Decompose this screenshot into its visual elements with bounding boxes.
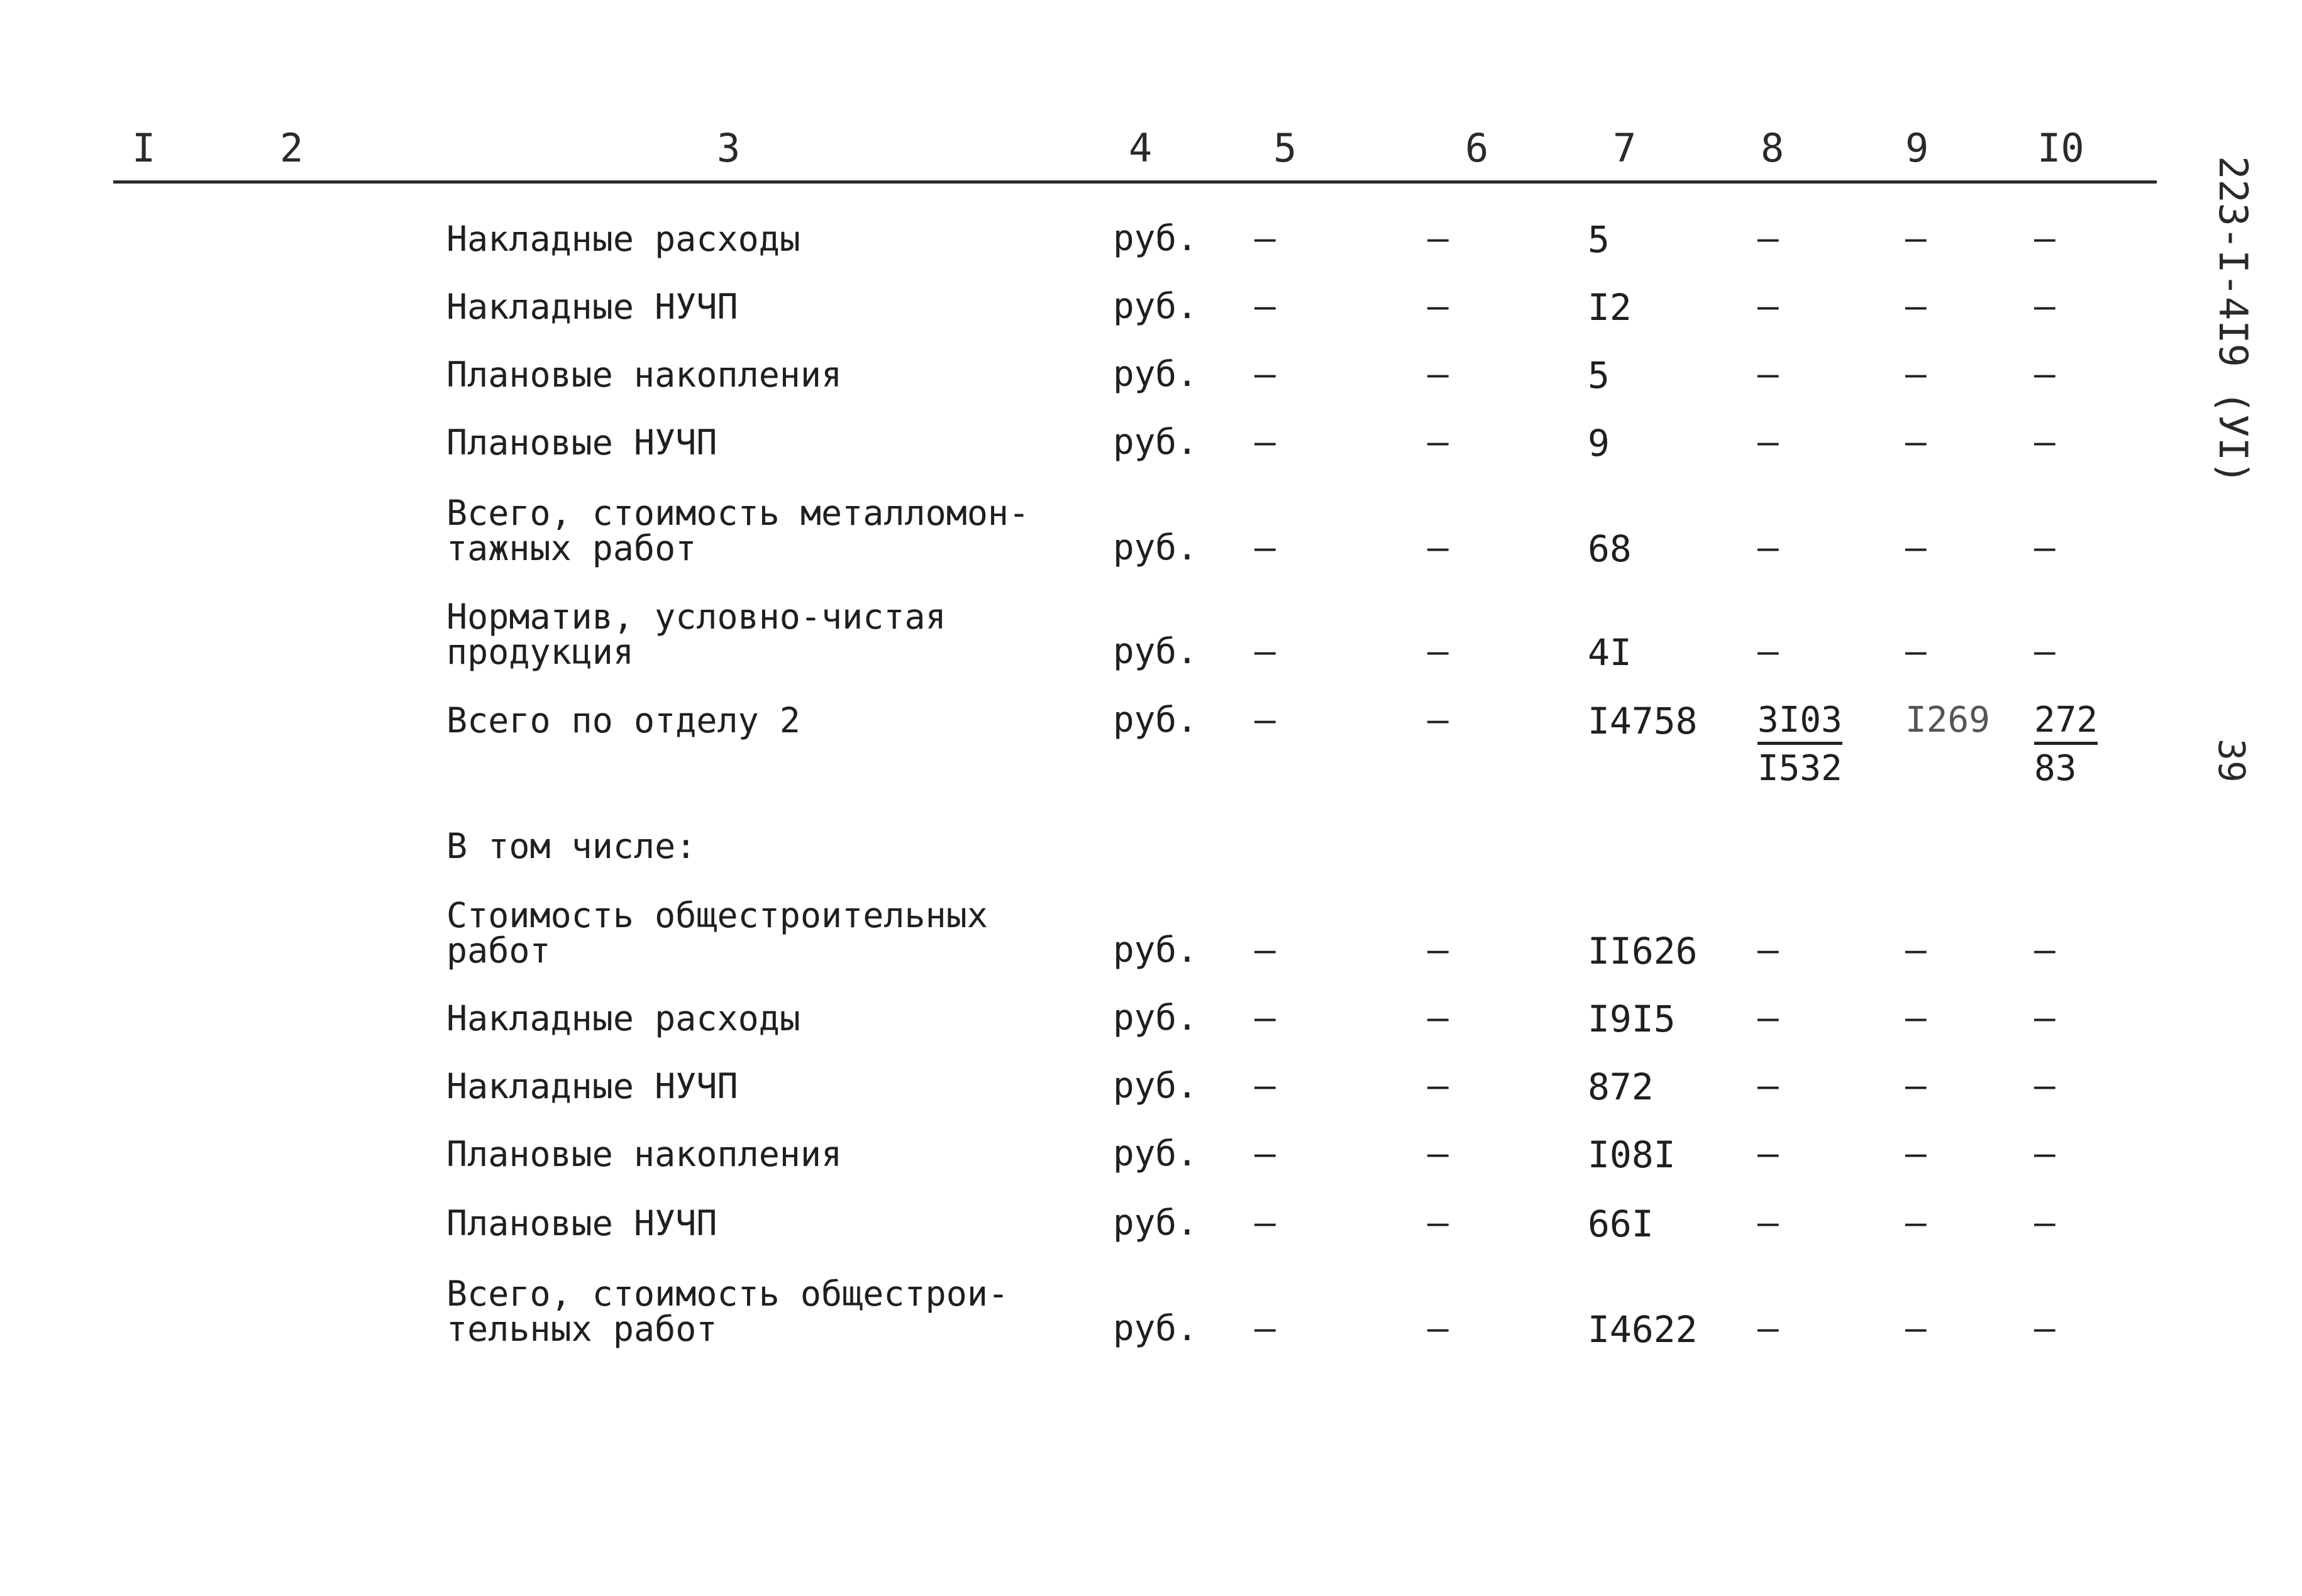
row-col6: –: [1427, 930, 1449, 971]
row-unit: руб.: [1113, 422, 1198, 463]
row-col6: –: [1427, 1203, 1449, 1243]
row-col8-fraction: [1757, 700, 1842, 789]
row-description: Плановые накопления: [446, 355, 843, 395]
col-header-6: 6: [1465, 125, 1489, 171]
row-col7: I4622: [1588, 1308, 1698, 1351]
row-col6: –: [1427, 1065, 1449, 1106]
col-header-5: 5: [1273, 125, 1297, 171]
row-col7: II626: [1588, 930, 1698, 972]
row-description: Стоимость общестроительных работ: [446, 895, 988, 971]
row-col5: –: [1254, 930, 1276, 971]
row-col7: 68: [1588, 527, 1632, 570]
row-col8: –: [1757, 354, 1779, 395]
row-col8: –: [1757, 998, 1779, 1038]
row-col7: 5: [1588, 218, 1610, 261]
row-col6: –: [1427, 218, 1449, 259]
table-row: [0, 599, 2302, 700]
row-unit: руб.: [1113, 930, 1198, 971]
row-description: Плановые НУЧП: [446, 1203, 717, 1243]
row-col8: –: [1757, 527, 1779, 568]
row-col6: –: [1427, 700, 1449, 740]
row-col6: –: [1427, 354, 1449, 395]
row-col10: –: [2034, 1133, 2056, 1174]
row-col9: –: [1905, 930, 1927, 971]
col-header-9: 9: [1905, 125, 1929, 171]
row-unit: руб.: [1113, 1065, 1198, 1106]
col-header-8: 8: [1761, 125, 1785, 171]
row-col10: –: [2034, 286, 2056, 327]
row-col7: I4758: [1588, 700, 1698, 742]
row-col9: –: [1905, 1065, 1927, 1106]
row-col9: –: [1905, 1308, 1927, 1349]
row-col10: –: [2034, 930, 2056, 971]
header-rule: [113, 180, 2157, 184]
row-col6: –: [1427, 1133, 1449, 1174]
table-row: [0, 895, 2302, 998]
row-col10: –: [2034, 527, 2056, 568]
row-col9: –: [1905, 354, 1927, 395]
row-col9: I269: [1905, 700, 1990, 740]
row-col5: –: [1254, 1308, 1276, 1349]
row-col8: –: [1757, 422, 1779, 463]
row-col9: –: [1905, 631, 1927, 672]
row-col7: I2: [1588, 286, 1632, 329]
col-header-1: I: [132, 125, 156, 171]
col-header-2: 2: [280, 125, 304, 171]
row-col8: –: [1757, 930, 1779, 971]
row-col6: –: [1427, 422, 1449, 463]
row-unit: руб.: [1113, 354, 1198, 395]
row-col7: I9I5: [1588, 998, 1676, 1040]
row-col5: –: [1254, 218, 1276, 259]
row-col5: –: [1254, 286, 1276, 327]
row-col5: –: [1254, 527, 1276, 568]
fraction-numerator: 3I03: [1757, 703, 1842, 745]
table-row-total-section: [0, 700, 2302, 803]
row-col10: –: [2034, 422, 2056, 463]
row-unit: руб.: [1113, 286, 1198, 327]
row-col6: –: [1427, 998, 1449, 1038]
row-col6: –: [1427, 631, 1449, 672]
row-description: Всего, стоимость общестрои- тельных работ: [446, 1274, 1009, 1349]
fraction-denominator: I532: [1757, 748, 1842, 789]
row-col5: –: [1254, 1133, 1276, 1174]
row-description: Всего по отделу 2: [446, 700, 800, 740]
row-col8: –: [1757, 286, 1779, 327]
row-description: Плановые НУЧП: [446, 422, 717, 463]
row-col8: –: [1757, 1065, 1779, 1106]
row-description: Накладные НУЧП: [446, 1066, 738, 1106]
row-col8: –: [1757, 218, 1779, 259]
row-unit: руб.: [1113, 998, 1198, 1038]
row-col9: –: [1905, 998, 1927, 1038]
row-col5: –: [1254, 354, 1276, 395]
row-col9: –: [1905, 1203, 1927, 1243]
row-col6: –: [1427, 1308, 1449, 1349]
page-number: 39: [2210, 739, 2253, 783]
row-col6: –: [1427, 527, 1449, 568]
row-description: Норматив, условно-чистая продукция: [446, 597, 946, 672]
row-col9: –: [1905, 218, 1927, 259]
row-col10: –: [2034, 354, 2056, 395]
row-col5: –: [1254, 700, 1276, 740]
row-col6: –: [1427, 286, 1449, 327]
row-description: Накладные НУЧП: [446, 287, 738, 327]
row-col10: –: [2034, 1308, 2056, 1349]
row-col7: 9: [1588, 422, 1610, 465]
row-col5: –: [1254, 422, 1276, 463]
row-col5: –: [1254, 631, 1276, 672]
row-col10-fraction: [2034, 700, 2098, 789]
row-col7: 872: [1588, 1065, 1654, 1108]
row-description: Накладные расходы: [446, 219, 800, 259]
row-col5: –: [1254, 1065, 1276, 1106]
row-col5: –: [1254, 998, 1276, 1038]
row-col8: –: [1757, 1133, 1779, 1174]
row-col10: –: [2034, 631, 2056, 672]
row-col9: –: [1905, 527, 1927, 568]
row-unit: руб.: [1113, 1203, 1198, 1243]
row-col8: –: [1757, 1308, 1779, 1349]
row-description: Плановые накопления: [446, 1134, 843, 1174]
col-header-4: 4: [1129, 125, 1153, 171]
row-col9: –: [1905, 422, 1927, 463]
row-col10: –: [2034, 1065, 2056, 1106]
row-description: Всего, стоимость металломон- тажных работ: [446, 493, 1030, 568]
table-row-total: [0, 1276, 2302, 1377]
fraction-numerator: 272: [2034, 703, 2098, 745]
row-col7: I08I: [1588, 1133, 1676, 1176]
row-col8: –: [1757, 1203, 1779, 1243]
row-col5: –: [1254, 1203, 1276, 1243]
row-unit: руб.: [1113, 631, 1198, 672]
row-col10: –: [2034, 1203, 2056, 1243]
row-col7: 66I: [1588, 1203, 1654, 1245]
row-unit: руб.: [1113, 700, 1198, 740]
row-col7: 5: [1588, 354, 1610, 397]
row-col10: –: [2034, 998, 2056, 1038]
row-col10: –: [2034, 218, 2056, 259]
row-unit: руб.: [1113, 218, 1198, 259]
row-col9: –: [1905, 286, 1927, 327]
document-code: 223-I-4I9 (УI): [2210, 156, 2256, 485]
row-unit: руб.: [1113, 1308, 1198, 1349]
row-description: Накладные расходы: [446, 998, 800, 1038]
table-row: [0, 495, 2302, 596]
row-col7: 4I: [1588, 631, 1632, 674]
row-col9: –: [1905, 1133, 1927, 1174]
row-unit: руб.: [1113, 1133, 1198, 1174]
row-unit: руб.: [1113, 527, 1198, 568]
fraction-denominator: 83: [2034, 748, 2077, 789]
row-col8: –: [1757, 631, 1779, 672]
col-header-7: 7: [1613, 125, 1637, 171]
col-header-10: I0: [2037, 125, 2084, 171]
row-description: В том числе:: [446, 826, 697, 866]
col-header-3: 3: [717, 125, 741, 171]
